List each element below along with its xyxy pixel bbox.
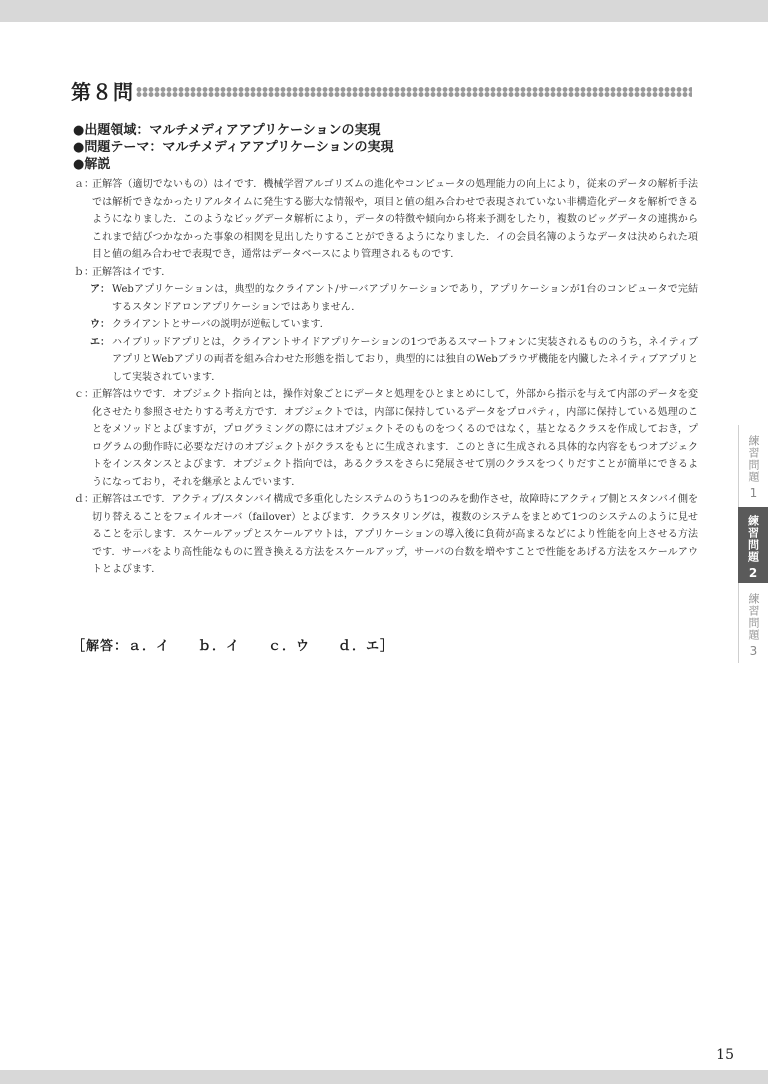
tab-practice-1[interactable] xyxy=(738,425,768,507)
sub-text: クライアントとサーバの説明が逆転しています． xyxy=(112,319,330,330)
sub-marker: ウ： xyxy=(90,319,110,330)
page-number: 15 xyxy=(716,1047,734,1063)
item-marker: ｄ： xyxy=(74,494,94,505)
sub-text: Webアプリケーションは，典型的なクライアント/サーバアプリケーションであり，アプリケーションが1台のコンピュータで完結するスタンドアロンアプリケーションではありません． xyxy=(112,284,698,313)
tab-label: 練習問題 xyxy=(747,435,760,483)
tab-practice-2[interactable] xyxy=(738,507,768,583)
explanation-item-b xyxy=(74,264,698,282)
tab-label: 練習問題 xyxy=(746,515,760,563)
theme-heading: ●問題テーマ：マルチメディアアプリケーションの実現 xyxy=(73,140,394,155)
item-text: 正解答はウです．オブジェクト指向とは，操作対象ごとにデータと処理をひとまとめにして，外部から指示を与えて内部のデータを変化させたり参照させたりする考え方です．オブジェクトでは，内部に保持しているデータをプロパティ，内部に保持している処理のことをメソッドとよびますが，プログラミングの際にはオブジェクトそのものをつくるのではなく，基となるクラスを作成しておき，プログラムの動作時に必要なだけのオブジェクトがクラスをもとに生成されます．このときに生成される具体的な内容をもつオブジェクトをインスタンスとよびます．オブジェクト指向では，あるクラスをさらに発展させて別のクラスをつくりだすことが簡単にできるようになっており，それを継承とよんでいます． xyxy=(92,389,698,488)
tab-number: 3 xyxy=(749,644,758,658)
item-marker: ｃ： xyxy=(74,389,94,400)
explanation-body xyxy=(74,176,698,579)
explanation-heading: ●解説 xyxy=(73,157,111,172)
domain-heading: ●出題領域：マルチメディアアプリケーションの実現 xyxy=(73,123,381,138)
explanation-item-a xyxy=(74,176,698,264)
item-text: 正解答はイです． xyxy=(92,266,172,278)
answer-line: ［解答：ａ．イ ｂ．イ ｃ．ウ ｄ．エ］ xyxy=(72,639,395,654)
explanation-item-c xyxy=(74,386,698,491)
tab-number: 1 xyxy=(749,486,758,500)
tab-number: 2 xyxy=(748,566,758,580)
item-text: 正解答はエです．アクティブ/スタンバイ構成で多重化したシステムのうち1つのみを動作させ，故障時にアクティブ側とスタンバイ側を切り替えることをフェイルオーバ（failover）とよびます．クラスタリングは，複数のシステムをまとめて1つのシステムのように見せることを示します．スケールアップとスケールアウトは，アプリケーションの導入後に負荷が高まるなどにより性能を向上させる方法です．サーバをより高性能なものに置き換える方法をスケールアップ，サーバの台数を増やすことで性能をあげる方法をスケールアウトとよびます． xyxy=(92,494,698,575)
sub-item-e xyxy=(74,334,698,387)
tab-practice-3[interactable] xyxy=(738,583,768,663)
tab-label: 練習問題 xyxy=(747,593,760,641)
sub-marker: ア： xyxy=(90,284,110,295)
title-dotted-rule xyxy=(136,87,692,97)
sub-item-a xyxy=(74,281,698,316)
item-marker: ａ： xyxy=(74,179,94,190)
sub-text: ハイブリッドアプリとは，クライアントサイドアプリケーションの1つであるスマートフォンに実装されるもののうち，ネイティブアプリとWebアプリの両者を組み合わせた形態を指しており，典型的には独自のWebブラウザ機能を内臓したネイティブアプリとして実装されています． xyxy=(112,336,698,383)
sub-item-u xyxy=(74,316,698,334)
explanation-item-d xyxy=(74,491,698,579)
item-marker: ｂ： xyxy=(74,266,94,278)
question-title: 第８問 xyxy=(71,80,134,104)
sub-marker: エ： xyxy=(90,336,110,348)
item-text: 正解答（適切でないもの）はイです．機械学習アルゴリズムの進化やコンピュータの処理能力の向上により，従来のデータの解析手法では解析できなかったリアルタイムに発生する膨大な情報や，項目と値の組み合わせで表現されていない非構造化データを解析できるようになりました．このようなビッグデータ解析により，データの特徴や傾向から将来予測をしたり，複数のビッグデータの連携からこれまで結びつかなかった事象の相関を見出したりすることができるようになりました．イの会員名簿のようなデータは決められた項目と値の組み合わせで表現でき，通常はデータベースにより管理されるものです． xyxy=(92,179,698,260)
